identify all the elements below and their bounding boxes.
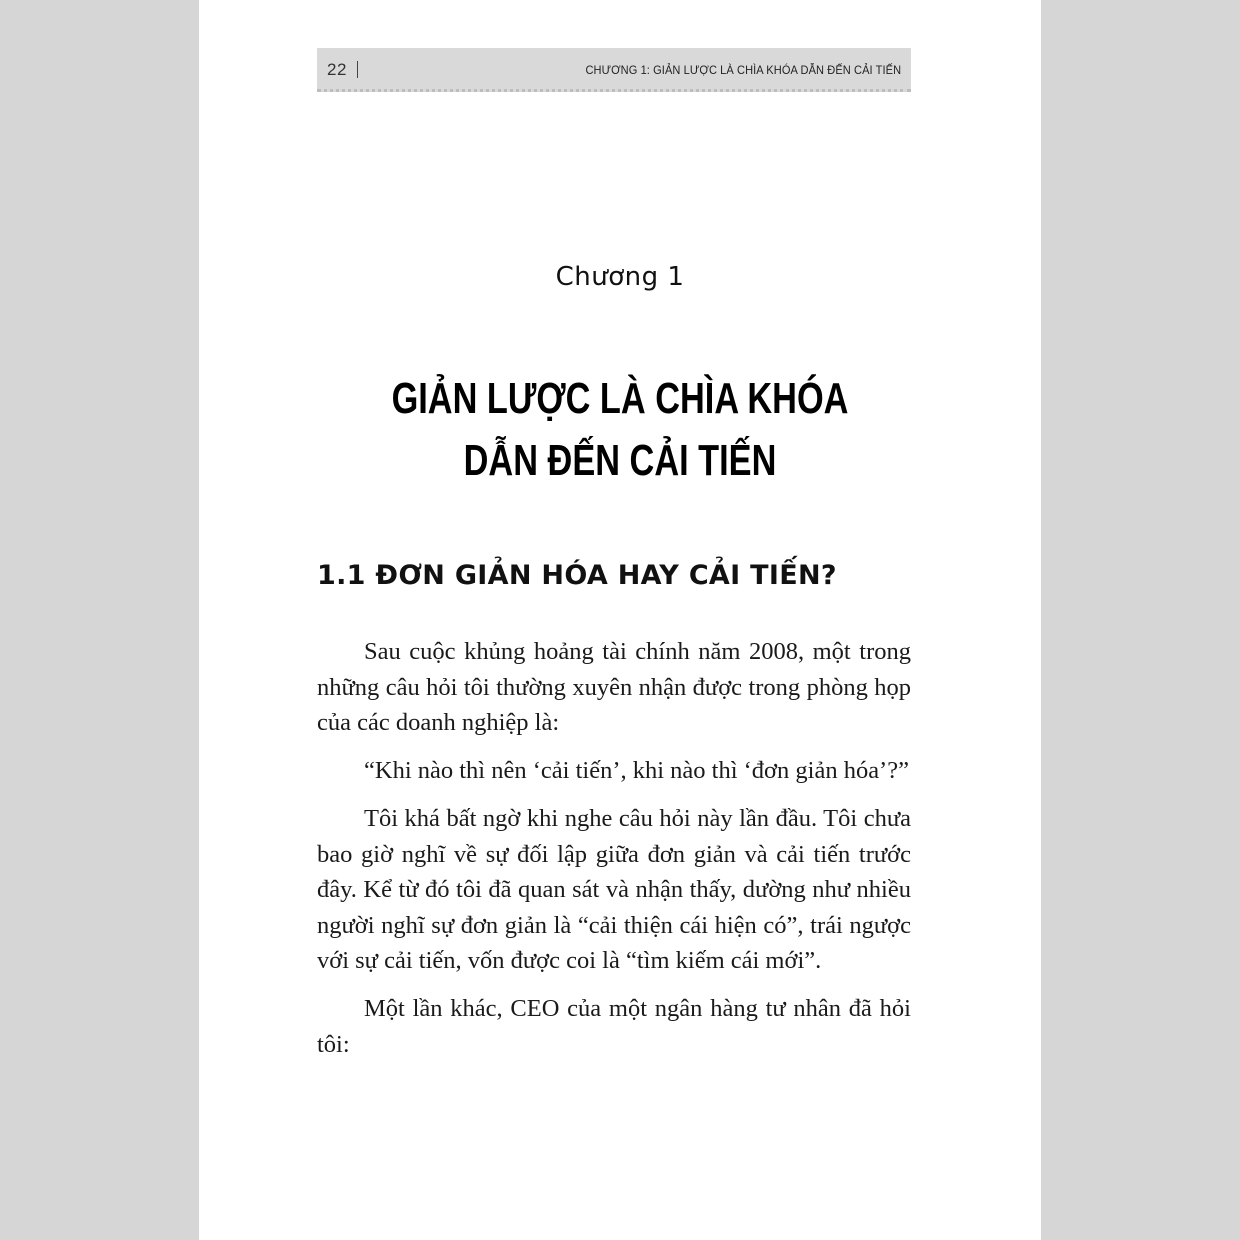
running-chapter-title: CHƯƠNG 1: GIẢN LƯỢC LÀ CHÌA KHÓA DẪN ĐẾN CẢI TIẾN [585, 63, 901, 77]
chapter-title [199, 368, 1041, 492]
header-separator [357, 61, 358, 78]
paragraph: Một lần khác, CEO của một ngân hàng tư nhân đã hỏi tôi: [317, 995, 911, 1058]
body-text [317, 634, 911, 1075]
chapter-title-line: GIẢN LƯỢC LÀ CHÌA KHÓA [391, 374, 849, 423]
book-page [199, 0, 1041, 1240]
paragraph: “Khi nào thì nên ‘cải tiến’, khi nào thì ‘đơn giản hóa’?” [364, 757, 909, 784]
running-header [317, 48, 911, 92]
chapter-label: Chương 1 [555, 262, 685, 292]
paragraph: Tôi khá bất ngờ khi nghe câu hỏi này lần đầu. Tôi chưa bao giờ nghĩ về sự đối lập giữa đơn giản và cải tiến trước đây. Kể từ đó tôi đã quan sát và nhận thấy, dường như nhiều người nghĩ sự đơn giản là “cải thiện cái hiện có”, trái ngược với sự cải tiến, vốn được coi là “tìm kiếm cái mới”. [317, 805, 911, 974]
chapter-title-line: DẪN ĐẾN CẢI TIẾN [463, 436, 777, 485]
paragraph: Sau cuộc khủng hoảng tài chính năm 2008, một trong những câu hỏi tôi thường xuyên nhận được trong phòng họp của các doanh nghiệp là: [317, 638, 911, 736]
section-heading: 1.1 ĐƠN GIẢN HÓA HAY CẢI TIẾN? [317, 560, 837, 591]
page-number: 22 [327, 60, 347, 79]
